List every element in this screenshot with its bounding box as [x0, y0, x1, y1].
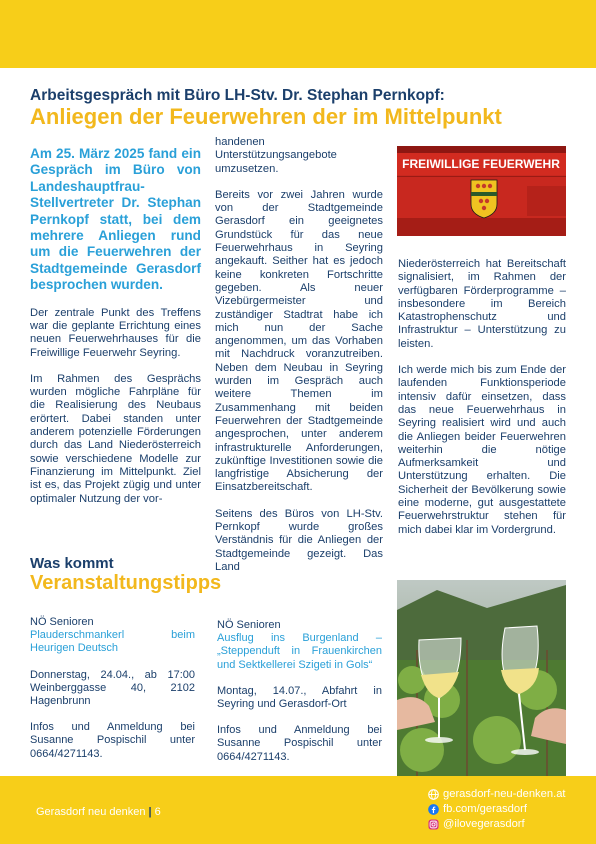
event-organizer: NÖ Senioren: [217, 619, 281, 631]
event-card: [30, 616, 195, 761]
page-number: 6: [154, 806, 161, 818]
event-title-line: „Steppenduft in Frauenkirchen: [217, 645, 382, 658]
events-title: Veranstaltungstipps: [30, 572, 222, 594]
event-title-line: Heurigen Deutsch: [30, 642, 119, 655]
coat-of-arms-icon: [471, 180, 497, 218]
event-info: Infos und Anmeldung bei Susanne Pospischil unter 0664/4271143.: [217, 724, 382, 763]
website-text: gerasdorf-neu-denken.at: [443, 788, 566, 800]
article-paragraph: Ich werde mich bis zum Ende der laufenden Funktionsperiode intensiv dafür einsetzen, dass das neue Feuerwehrhaus in Seyring realisiert wird und auch die Anliegen beider Feuerwehren weiterhin die nötige Aufmerksamkeit und Unterstützung erhalten. Die Sicherheit der Bevölkerung sowie eine moderne, gut ausgestattete Feuerwehrstruktur stehen für mich dabei klar im Vordergrund.: [398, 364, 566, 536]
instagram-link[interactable]: [428, 817, 566, 832]
event-title-line: Ausflug ins Burgenland –: [217, 632, 382, 645]
article-paragraph: handenen Unterstützungsangebote umzusetzen.: [215, 136, 337, 175]
instagram-icon: [428, 819, 439, 830]
event-date-location: Montag, 14.07., Abfahrt in Seyring und Gerasdorf-Ort: [217, 684, 382, 711]
article-column-3: [398, 258, 566, 550]
event-title-line: Plauderschmankerl beim: [30, 629, 195, 642]
events-kicker: Was kommt: [30, 555, 114, 572]
footer-publication: [36, 806, 161, 818]
photo-truck-label: FREIWILLIGE FEUERWEHR: [402, 157, 560, 171]
article-lead: Am 25. März 2025 fand ein Gespräch im Büro von Landeshauptfrau-Stellvertreter Dr. Stephan Pernkopf statt, bei dem mehrere Anliegen rund um die Feuerwehren der Stadtgemeinde Gerasdorf besprochen wurden.: [30, 146, 201, 293]
footer-separator: |: [148, 806, 152, 818]
event-card: [217, 619, 382, 764]
article-paragraph: Bereits vor zwei Jahren wurde von der Stadtgemeinde Gerasdorf ein geeignetes Grundstück für das neue Feuerwehrhaus in Seyring angekauft. Seither hat es jedoch keine konkreten Fortschritte gegeben. Als neuer Vizebürgermeister und zuständiger Stadtrat habe ich mich nun der Sache angenommen, um das Vorhaben mit Nachdruck voranzutreiben. Neben dem Neubau in Seyring wurden im Gespräch auch weitere Themen im Zusammenhang mit beiden Feuerwehren der Stadtgemeinde angesprochen, unter anderem infrastrukturelle Anforderungen, zukünftige Investitionen sowie die langfristige Absicherung der Einsatzbereitschaft.: [215, 188, 383, 494]
publication-name: Gerasdorf neu denken: [36, 806, 146, 818]
facebook-text: fb.com/gerasdorf: [443, 803, 527, 815]
globe-icon: [428, 789, 439, 800]
event-organizer: NÖ Senioren: [30, 616, 94, 628]
article-kicker: Arbeitsgespräch mit Büro LH-Stv. Dr. Stephan Pernkopf:: [30, 87, 445, 104]
facebook-icon: [428, 804, 439, 815]
article-column-2: [215, 136, 383, 587]
wine-glasses-photo: [397, 580, 566, 776]
event-info: Infos und Anmeldung bei Susanne Pospischil unter 0664/4271143.: [30, 721, 195, 760]
article-paragraph: Seitens des Büros von LH-Stv. Pernkopf wurde großes Verständnis für die Anliegen der Stadtgemeinde gezeigt. Das Land: [215, 507, 383, 573]
instagram-text: @ilovegerasdorf: [443, 818, 525, 830]
top-yellow-band: [0, 0, 596, 68]
article-column-1: [30, 146, 201, 519]
fire-truck-photo: [397, 146, 566, 236]
article-paragraph: Niederösterreich hat Bereitschaft signalisiert, im Rahmen der verfügbaren Förderprogramme – insbesondere im Bereich Katastrophenschutz und Infrastruktur – Unterstützung zu leisten.: [398, 258, 566, 350]
website-link[interactable]: [428, 787, 566, 802]
article-headline: Anliegen der Feuerwehren der im Mittelpunkt: [30, 104, 502, 129]
article-paragraph: Im Rahmen des Gesprächs wurden mögliche Fahrpläne für die Realisierung des Neubaus erörtert. Dabei standen unter anderem potenzielle Förderungen durch das Land Niederösterreich sowie verschiedene Modelle zur Finanzierung im Mittelpunkt. Ziel ist es, das Projekt zügig und unter optimaler Nutzung der vor-: [30, 372, 201, 505]
event-date-location: Donnerstag, 24.04., ab 17:00 Weinberggasse 40, 2102 Hagenbrunn: [30, 668, 195, 708]
event-title-line: und Sektkellerei Szigeti in Gols“: [217, 658, 373, 671]
article-paragraph: Der zentrale Punkt des Treffens war die geplante Errichtung eines neuen Feuerwehrhauses für die Freiwillige Feuerwehr Seyring.: [30, 306, 201, 359]
footer-links: [428, 787, 566, 832]
facebook-link[interactable]: [428, 802, 566, 817]
